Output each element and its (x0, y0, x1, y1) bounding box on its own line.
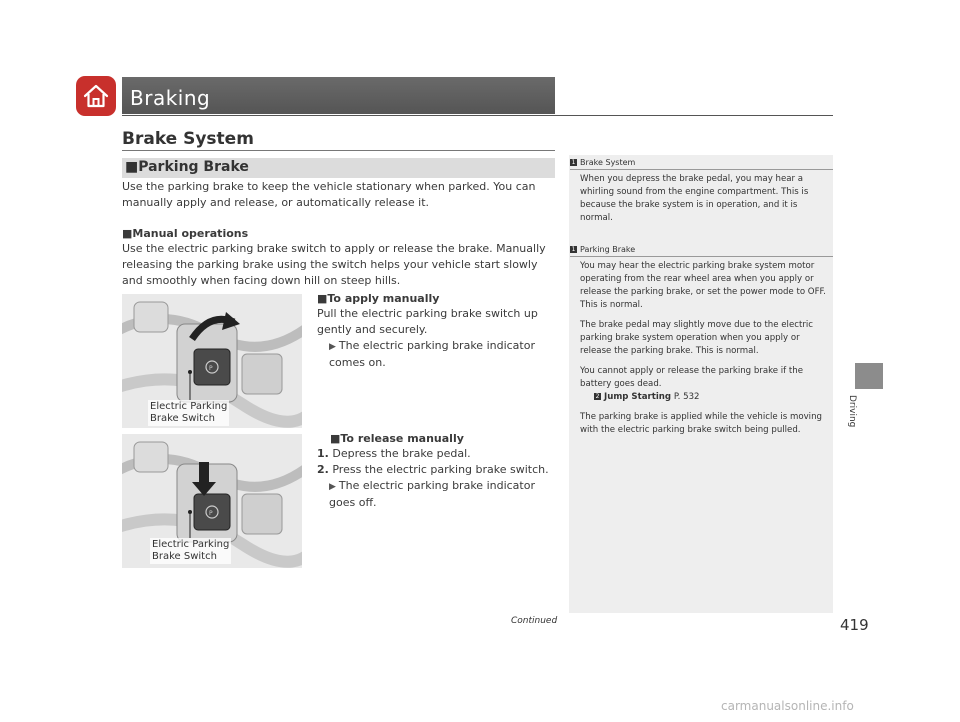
release-switch-callout (150, 538, 231, 564)
svg-text:P: P (209, 510, 213, 517)
note-divider (570, 169, 833, 170)
continued-label: Continued (511, 616, 558, 626)
result-arrow-icon: ▶ (329, 342, 336, 352)
callout-line: Electric Parking (152, 539, 230, 550)
release-step-2 (317, 462, 557, 478)
note-marker-icon: 1 (571, 246, 576, 253)
manual-operations-paragraph: Use the electric parking brake switch to apply or release the brake. Manually releasing the parking brake using the switch helps your vehicle start slowly and smoothly when facing down hill on steep hills. (122, 242, 546, 287)
apply-switch-callout (148, 400, 229, 426)
apply-manually-heading: ■To apply manually (317, 292, 440, 305)
note-paragraph: The brake pedal may slightly move due to the electric parking brake system operation when you apply or release the parking brake. This is normal. (580, 320, 813, 356)
chapter-divider (122, 115, 833, 116)
note-marker-icon: 1 (571, 159, 576, 166)
release-result (317, 478, 557, 511)
reference-arrow-icon: 2 (595, 393, 600, 400)
note-paragraph: You may hear the electric parking brake system motor operating from the rear wheel area when you apply or release the parking brake, or set the power mode to OFF. This is normal. (580, 261, 826, 310)
note-parking-brake-title (570, 244, 635, 255)
manual-operations-heading: ■Manual operations (122, 227, 249, 240)
release-step-1 (317, 446, 557, 462)
callout-line: Brake Switch (152, 551, 217, 562)
apply-result (317, 338, 557, 371)
watermark: carmanualsonline.info (721, 699, 854, 713)
step-text: Press the electric parking brake switch. (332, 463, 549, 476)
reference-page: P. 532 (673, 392, 700, 402)
note-brake-system-title (570, 157, 635, 168)
step-number: 1. (317, 447, 329, 460)
release-manually-heading: ■To release manually (330, 432, 464, 445)
section-title: Brake System (122, 129, 254, 149)
note-title-text: Brake System (580, 158, 636, 167)
chapter-side-label: Driving (847, 395, 857, 428)
jump-starting-reference[interactable] (580, 391, 828, 404)
reference-label: Jump Starting (604, 392, 672, 402)
callout-line: Brake Switch (150, 413, 215, 424)
step-text: Depress the brake pedal. (332, 447, 471, 460)
apply-instruction: Pull the electric parking brake switch up gently and securely. (317, 307, 538, 336)
apply-result-text: The electric parking brake indicator comes on. (329, 339, 535, 369)
page-number: 419 (840, 616, 869, 634)
subsection-title: ■Parking Brake (125, 159, 249, 175)
step-number: 2. (317, 463, 329, 476)
callout-line: Electric Parking (150, 401, 228, 412)
note-paragraph: The parking brake is applied while the vehicle is moving with the electric parking brake switch being pulled. (580, 412, 822, 435)
apply-manually-body (317, 306, 557, 371)
release-result-text: The electric parking brake indicator goes off. (329, 479, 535, 509)
intro-paragraph: Use the parking brake to keep the vehicle stationary when parked. You can manually apply and release, or automatically release it. (122, 180, 536, 209)
note-paragraph: You cannot apply or release the parking brake if the battery goes dead. (580, 366, 804, 389)
section-divider (122, 150, 555, 151)
note-title-text: Parking Brake (580, 245, 636, 254)
note-divider (570, 256, 833, 257)
note-brake-system-body: When you depress the brake pedal, you may hear a whirling sound from the engine compartment. This is because the brake system is in operation, and it is normal. (580, 174, 809, 223)
chapter-title: Braking (130, 86, 211, 110)
chapter-side-tab[interactable] (855, 363, 883, 389)
release-manually-body (317, 446, 557, 511)
svg-text:P: P (209, 365, 213, 372)
note-parking-brake-body (580, 260, 828, 437)
home-icon (82, 83, 110, 109)
result-arrow-icon: ▶ (329, 482, 336, 492)
home-button[interactable] (76, 76, 116, 116)
